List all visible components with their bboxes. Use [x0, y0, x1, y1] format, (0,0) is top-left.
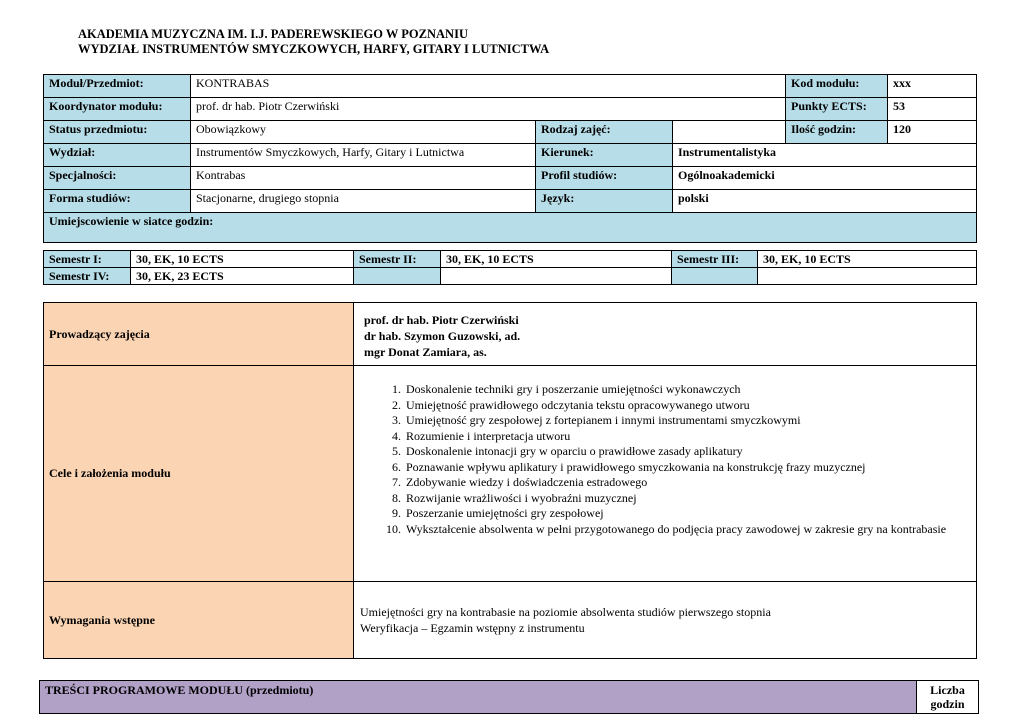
semester-1-label: Semestr I:	[44, 251, 131, 268]
coordinator-value: prof. dr hab. Piotr Czerwiński	[191, 98, 786, 121]
language-label: Język:	[536, 190, 673, 213]
hours-label: Ilość godzin:	[786, 121, 888, 144]
faculty-name: WYDZIAŁ INSTRUMENTÓW SMYCZKOWYCH, HARFY, GITARY I LUTNICTWA	[78, 42, 550, 56]
empty-semester-value	[441, 268, 672, 285]
hours-count-header	[917, 681, 979, 714]
instructor-name: dr hab. Szymon Guzowski, ad.	[364, 329, 521, 343]
goals-list	[359, 382, 971, 537]
hours-count-line: godzin	[930, 697, 965, 711]
semester-1-value: 30, EK, 10 ECTS	[131, 251, 354, 268]
semester-3-value: 30, EK, 10 ECTS	[758, 251, 977, 268]
semester-3-label: Semestr III:	[672, 251, 758, 268]
study-form-label: Forma studiów:	[44, 190, 191, 213]
prerequisite-text: Weryfikacja – Egzamin wstępny z instrumentu	[360, 621, 585, 635]
semester-table	[43, 250, 977, 285]
goal-item: 6. Poznawanie wpływu aplikatury i prawidłowego smyczkowania na konstrukcję frazy muzycznej	[404, 460, 971, 476]
module-code-label: Kod modułu:	[786, 75, 888, 98]
faculty-value: Instrumentów Smyczkowych, Harfy, Gitary i Lutnictwa	[191, 144, 536, 167]
ects-value: 53	[888, 98, 977, 121]
schedule-placement-label: Umiejscowienie w siatce godzin:	[44, 213, 977, 243]
module-info-table	[43, 74, 977, 243]
empty-semester-label	[354, 268, 441, 285]
module-label: Moduł/Przedmiot:	[44, 75, 191, 98]
goal-item: 8. Rozwijanie wrażliwości i wyobraźni muzycznej	[404, 491, 971, 507]
specialty-value: Kontrabas	[191, 167, 536, 190]
instructor-name: prof. dr hab. Piotr Czerwiński	[364, 313, 519, 327]
goals-cell	[354, 366, 977, 582]
program-contents-table	[39, 680, 979, 714]
semester-2-value: 30, EK, 10 ECTS	[441, 251, 672, 268]
program-contents-label: TREŚCI PROGRAMOWE MODUŁU (przedmiotu)	[40, 681, 917, 714]
hours-count-line: Liczba	[930, 683, 965, 697]
goal-item: 1. Doskonalenie techniki gry i poszerzanie umiejętności wykonawczych	[404, 382, 971, 398]
prerequisites-cell	[354, 582, 977, 659]
goal-item: 5. Doskonalenie intonacji gry w oparciu o prawidłowe zasady aplikatury	[404, 444, 971, 460]
semester-4-value: 30, EK, 23 ECTS	[131, 268, 354, 285]
goal-item: 2. Umiejętność prawidłowego odczytania tekstu opracowywanego utworu	[404, 398, 971, 414]
goal-item: 4. Rozumienie i interpretacja utworu	[404, 429, 971, 445]
empty-semester-label	[672, 268, 758, 285]
module-code-value: xxx	[888, 75, 977, 98]
field-value: Instrumentalistyka	[673, 144, 977, 167]
goal-item: 3. Umiejętność gry zespołowej z fortepianem i innymi instrumentami smyczkowymi	[404, 413, 971, 429]
study-profile-value: Ogólnoakademicki	[673, 167, 977, 190]
ects-label: Punkty ECTS:	[786, 98, 888, 121]
goal-item: 10. Wykształcenie absolwenta w pełni przygotowanego do podjęcia pracy zawodowej w zakresie gry na kontrabasie	[404, 522, 971, 538]
class-type-label: Rodzaj zajęć:	[536, 121, 673, 144]
module-value: KONTRABAS	[191, 75, 786, 98]
goal-item: 9. Poszerzanie umiejętności gry zespołowej	[404, 506, 971, 522]
specialty-label: Specjalności:	[44, 167, 191, 190]
instructor-name: mgr Donat Zamiara, as.	[364, 345, 487, 359]
field-label: Kierunek:	[536, 144, 673, 167]
study-form-value: Stacjonarne, drugiego stopnia	[191, 190, 536, 213]
empty-semester-value	[758, 268, 977, 285]
module-details-table	[43, 302, 977, 659]
class-type-value	[673, 121, 786, 144]
academy-name: AKADEMIA MUZYCZNA IM. I.J. PADEREWSKIEGO W POZNANIU	[78, 27, 468, 41]
prerequisite-text: Umiejętności gry na kontrabasie na poziomie absolwenta studiów pierwszego stopnia	[360, 605, 771, 619]
goal-item: 7. Zdobywanie wiedzy i doświadczenia estradowego	[404, 475, 971, 491]
language-value: polski	[673, 190, 977, 213]
hours-value: 120	[888, 121, 977, 144]
semester-2-label: Semestr II:	[354, 251, 441, 268]
goals-label: Cele i założenia modułu	[44, 366, 354, 582]
study-profile-label: Profil studiów:	[536, 167, 673, 190]
semester-4-label: Semestr IV:	[44, 268, 131, 285]
prerequisites-label: Wymagania wstępne	[44, 582, 354, 659]
document-header	[78, 27, 549, 57]
status-label: Status przedmiotu:	[44, 121, 191, 144]
coordinator-label: Koordynator modułu:	[44, 98, 191, 121]
instructors-list	[354, 303, 977, 366]
faculty-label: Wydział:	[44, 144, 191, 167]
instructors-label: Prowadzący zajęcia	[44, 303, 354, 366]
status-value: Obowiązkowy	[191, 121, 536, 144]
